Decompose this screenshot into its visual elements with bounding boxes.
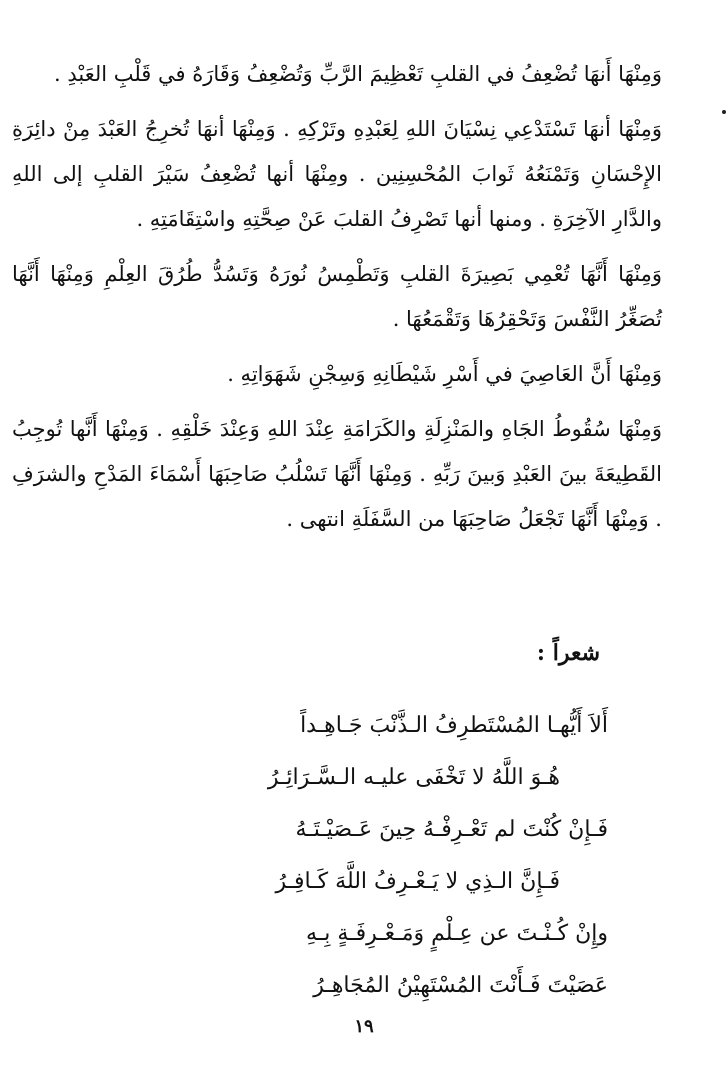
poem [48,700,608,1012]
page-number: ١٩ [354,1016,374,1037]
poem-line-6: عَصَيْتَ فَـأَنْتَ المُسْتَهِيْنُ المُجَاهِـرُ [313,973,608,998]
poem-line-3: فَـإِنْ كُنْتَ لم تَعْـرِفْـهُ حِينَ عَـصَيْـتَـهُ [295,817,608,842]
paragraph-3: وَمِنْهَا أَنَّهَا تُعْمِي بَصِيرَةَ القلبِ وَتَطْمِسُ نُورَهُ وَتَسُدُّ طُرُقَ العِلْمِ وَمِنْهَا أَنَّهَا تُصَغِّرُ النَّفْسَ وَتَحْقِرُهَا وَتَقْمَعُهَا . [12,262,662,331]
paragraph-5: وَمِنْهَا سُقُوطُ الجَاهِ والمَنْزِلَةِ والكَرَامَةِ عِنْدَ اللهِ وَعِنْدَ خَلْقِهِ . وَمِنْهَا أَنَّها تُوجِبُ القَطِيعَةَ بينَ العَبْدِ وَبينَ رَبِّهِ . وَمِنْهَا أَنَّهَا تَسْلُبُ صَاحِبَهَا أَسْمَاءَ المَدْحِ والشرَفِ . وَمِنْهَا أَنَّهَا تَجْعَلُ صَاحِبَهَا من السَّفَلَةِ انتهى . [12,417,662,531]
poem-line-2: هُـوَ اللَّهُ لا تَخْفَى عليـه الـسَّـرَائِـرُ [267,765,560,790]
paragraph-2: وَمِنْهَا أنهَا تَسْتَدْعِي نِسْيَانَ اللهِ لِعَبْدِهِ وتَرْكِهِ . وَمِنْهَا أنهَا تُخرِجُ العَبْدَ مِنْ دائِرَةِ الإِحْسَانِ وَتَمْنَعُهُ ثَوابَ المُحْسِنِين . ومِنْهَا أنها تُضْعِفُ سَيْرَ القلبِ إلى اللهِ والدَّارِ الآخِرَةِ . ومنها أنها تَصْرِفُ القلبَ عَنْ صِحَّتِهِ واسْتِقَامَتِهِ . [12,117,662,231]
poetry-heading: شعراً : [536,640,600,666]
scan-speck [722,110,726,114]
poem-line-1: أَلاَ أَيُّهـا المُسْتَطرِفُ الـذَّنْبَ جَـاهِـداً [300,713,608,738]
paragraph-4: وَمِنْهَا أَنَّ العَاصِيَ في أَسْرِ شَيْطَانِهِ وَسِجْنِ شَهَوَاتِهِ . [227,362,662,386]
poem-line-5: وإِنْ كُـنْـتَ عن عِـلْمٍ وَمَـعْـرِفَـةٍ بِـهِ [305,921,608,946]
prose-body [12,52,700,552]
paragraph-1: وَمِنْهَا أَنهَا تُضْعِفُ في القلبِ تَعْظِيمَ الرَّبِّ وَتُضْعِفُ وَقَارَهُ في قَلْبِ العَبْدِ . [53,62,662,86]
poem-line-4: فَـإِنَّ الـذِي لا يَـعْـرِفُ اللَّهَ كَـافِـرُ [275,869,560,894]
